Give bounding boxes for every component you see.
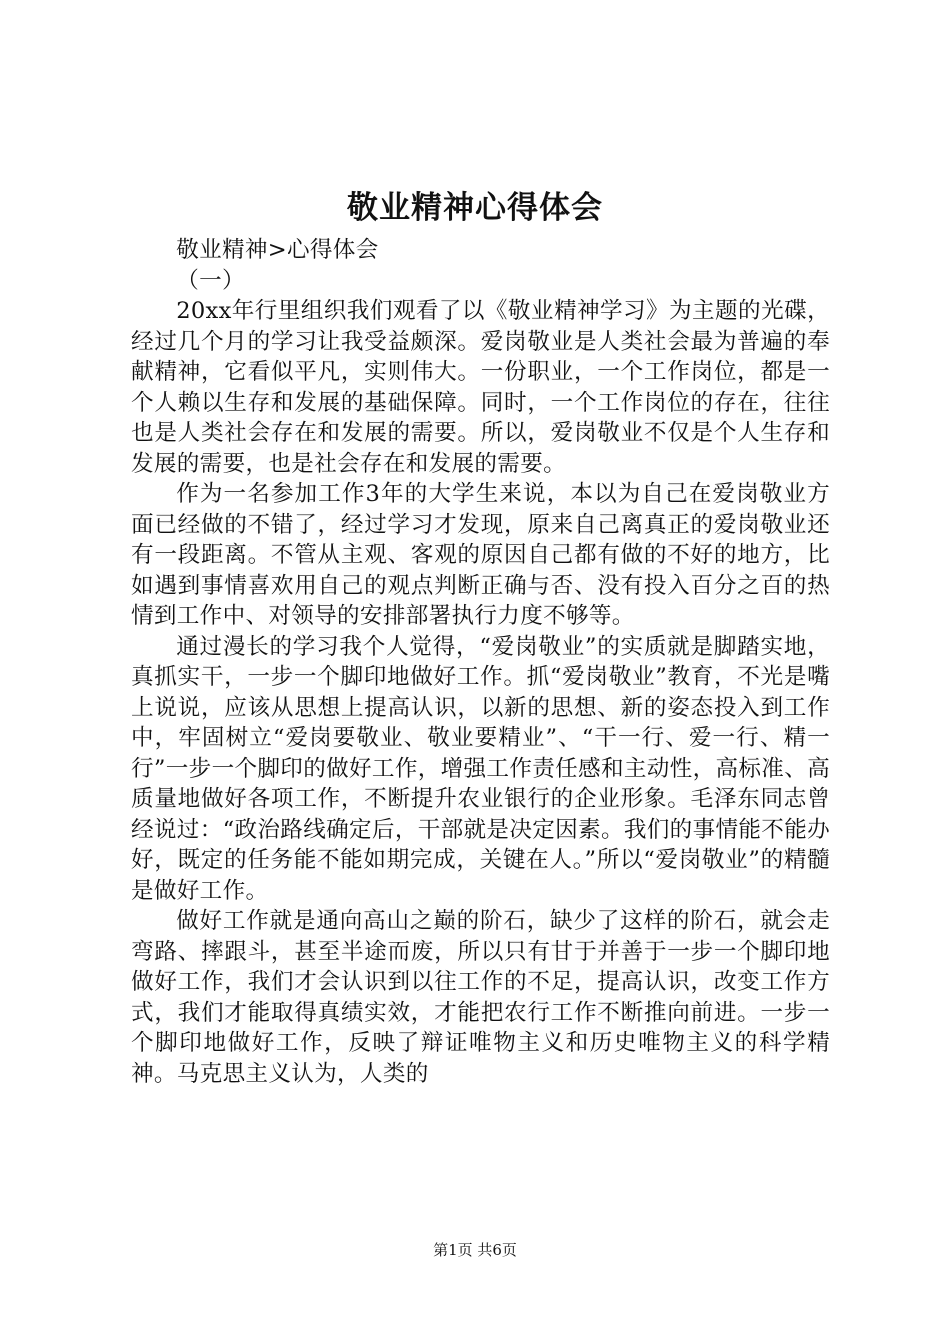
- document-title: 敬业精神心得体会: [347, 190, 603, 226]
- paragraph-4: 做好工作就是通向高山之巅的阶石，缺少了这样的阶石，就会走弯路、摔跟斗，甚至半途而废，所以只有甘于并善于一步一个脚印地做好工作，我们才会认识到以往工作的不足，提高认识，改变工作方式，我们才能取得真绩实效，才能把农行工作不断推向前进。一步一个脚印地做好工作，反映了辩证唯物主义和历史唯物主义的科学精神。马克思主义认为，人类的: [131, 908, 830, 1087]
- document-body: [131, 235, 830, 1089]
- paragraph-1: 20xx年行里组织我们观看了以《敬业精神学习》为主题的光碟，经过几个月的学习让我受益颇深。爱岗敬业是人类社会最为普遍的奉献精神，它看似平凡，实则伟大。一份职业，一个工作岗位，都是一个人赖以生存和发展的基础保障。同时，一个工作岗位的存在，往往也是人类社会存在和发展的需要。所以，爱岗敬业不仅是个人生存和发展的需要，也是社会存在和发展的需要。: [131, 298, 830, 477]
- subtitle-line: 敬业精神>心得体会: [176, 237, 379, 263]
- section-marker: （一）: [176, 267, 245, 294]
- page-footer: 第1页 共6页: [433, 1241, 517, 1259]
- paragraph-2: 作为一名参加工作3年的大学生来说，本以为自己在爱岗敬业方面已经做的不错了，经过学习才发现，原来自己离真正的爱岗敬业还有一段距离。不管从主观、客观的原因自己都有做的不好的地方，比如遇到事情喜欢用自己的观点判断正确与否、没有投入百分之百的热情到工作中、对领导的安排部署执行力度不够等。: [131, 481, 830, 629]
- paragraph-3: 通过漫长的学习我个人觉得，“爱岗敬业”的实质就是脚踏实地，真抓实干，一步一个脚印地做好工作。抓“爱岗敬业”教育，不光是嘴上说说，应该从思想上提高认识，以新的思想、新的姿态投入到工作中，牢固树立“爱岗要敬业、敬业要精业”、“干一行、爱一行、精一行”一步一个脚印的做好工作，增强工作责任感和主动性，高标准、高质量地做好各项工作，不断提升农业银行的企业形象。毛泽东同志曾经说过：“政治路线确定后，干部就是决定因素。我们的事情能不能办好，既定的任务能不能如期完成，关键在人。”所以“爱岗敬业”的精髓是做好工作。: [131, 633, 830, 904]
